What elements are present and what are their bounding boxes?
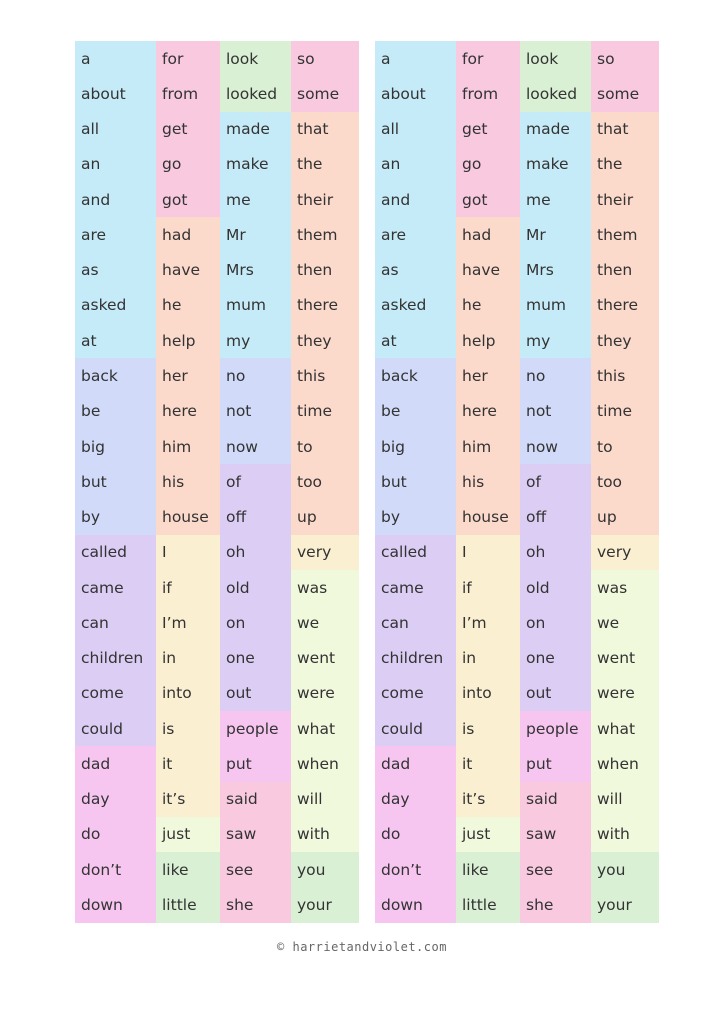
word-cell: went <box>291 641 359 676</box>
word-cell: down <box>75 887 156 922</box>
word-cell: from <box>156 76 220 111</box>
word-cell: oh <box>220 535 291 570</box>
word-cell: for <box>456 41 520 76</box>
word-column-4 <box>591 41 659 923</box>
word-cell: out <box>220 676 291 711</box>
word-cell: very <box>591 535 659 570</box>
word-cell: your <box>291 887 359 922</box>
word-cell: is <box>456 711 520 746</box>
word-cell: big <box>375 429 456 464</box>
word-cell: looked <box>220 76 291 111</box>
word-cell: have <box>456 253 520 288</box>
word-cell: dad <box>375 746 456 781</box>
word-cell: do <box>375 817 456 852</box>
word-cell: little <box>156 887 220 922</box>
word-cell: people <box>520 711 591 746</box>
word-cell: when <box>291 746 359 781</box>
word-cell: in <box>156 641 220 676</box>
word-cell: but <box>75 464 156 499</box>
word-cell: said <box>520 782 591 817</box>
word-cell: don’t <box>75 852 156 887</box>
word-column-1 <box>75 41 156 923</box>
word-cell: I <box>156 535 220 570</box>
word-cell: put <box>220 746 291 781</box>
word-cell: come <box>375 676 456 711</box>
word-cell: to <box>591 429 659 464</box>
word-cell: at <box>375 323 456 358</box>
word-cell: out <box>520 676 591 711</box>
word-cell: down <box>375 887 456 922</box>
word-cell: into <box>156 676 220 711</box>
word-cell: see <box>520 852 591 887</box>
word-cell: with <box>591 817 659 852</box>
word-cell: little <box>456 887 520 922</box>
word-cell: got <box>156 182 220 217</box>
word-cell: what <box>291 711 359 746</box>
word-cell: mum <box>220 288 291 323</box>
word-cell: to <box>291 429 359 464</box>
word-cell: off <box>220 499 291 534</box>
word-cell: back <box>75 358 156 393</box>
word-cell: your <box>591 887 659 922</box>
word-cell: of <box>520 464 591 499</box>
word-cell: the <box>591 147 659 182</box>
word-cell: of <box>220 464 291 499</box>
word-cell: his <box>156 464 220 499</box>
word-cell: I’m <box>156 605 220 640</box>
word-cell: put <box>520 746 591 781</box>
word-cell: like <box>156 852 220 887</box>
word-cell: had <box>456 217 520 252</box>
word-cell: him <box>456 429 520 464</box>
word-cell: no <box>220 358 291 393</box>
word-cell: they <box>591 323 659 358</box>
word-cell: he <box>456 288 520 323</box>
word-cell: children <box>75 641 156 676</box>
word-cell: in <box>456 641 520 676</box>
word-cell: by <box>375 499 456 534</box>
word-cell: my <box>520 323 591 358</box>
word-grid-right <box>375 41 659 923</box>
word-cell: him <box>156 429 220 464</box>
word-cell: Mr <box>520 217 591 252</box>
word-cell: could <box>75 711 156 746</box>
word-cell: their <box>591 182 659 217</box>
word-cell: go <box>156 147 220 182</box>
word-cell: he <box>156 288 220 323</box>
word-cell: then <box>291 253 359 288</box>
word-cell: were <box>291 676 359 711</box>
word-cell: if <box>156 570 220 605</box>
word-cell: get <box>156 112 220 147</box>
word-cell: a <box>375 41 456 76</box>
word-cell: saw <box>520 817 591 852</box>
word-cell: an <box>375 147 456 182</box>
word-grid-left <box>75 41 359 923</box>
word-cell: house <box>456 499 520 534</box>
word-cell: made <box>520 112 591 147</box>
word-cell: looked <box>520 76 591 111</box>
word-cell: be <box>75 394 156 429</box>
word-cell: so <box>591 41 659 76</box>
word-cell: now <box>520 429 591 464</box>
word-cell: you <box>591 852 659 887</box>
word-cell: do <box>75 817 156 852</box>
word-cell: are <box>75 217 156 252</box>
word-cell: them <box>291 217 359 252</box>
word-cell: had <box>156 217 220 252</box>
word-cell: now <box>220 429 291 464</box>
word-cell: look <box>220 41 291 76</box>
word-cell: we <box>291 605 359 640</box>
word-cell: can <box>75 605 156 640</box>
word-cell: made <box>220 112 291 147</box>
word-cell: it <box>456 746 520 781</box>
word-column-2 <box>156 41 220 923</box>
word-cell: look <box>520 41 591 76</box>
word-cell: help <box>156 323 220 358</box>
word-cell: called <box>75 535 156 570</box>
word-cell: time <box>291 394 359 429</box>
word-cell: by <box>75 499 156 534</box>
word-cell: you <box>291 852 359 887</box>
word-cell: here <box>156 394 220 429</box>
word-cell: Mrs <box>220 253 291 288</box>
word-cell: old <box>220 570 291 605</box>
word-cell: people <box>220 711 291 746</box>
word-cell: about <box>375 76 456 111</box>
word-cell: got <box>456 182 520 217</box>
word-cell: too <box>291 464 359 499</box>
word-cell: and <box>75 182 156 217</box>
word-cell: don’t <box>375 852 456 887</box>
word-cell: for <box>156 41 220 76</box>
word-cell: one <box>520 641 591 676</box>
word-cell: was <box>591 570 659 605</box>
word-cell: so <box>291 41 359 76</box>
word-cell: go <box>456 147 520 182</box>
word-cell: it’s <box>456 782 520 817</box>
word-cell: have <box>156 253 220 288</box>
word-cell: into <box>456 676 520 711</box>
word-cell: is <box>156 711 220 746</box>
word-cell: just <box>156 817 220 852</box>
word-cell: it’s <box>156 782 220 817</box>
word-cell: that <box>591 112 659 147</box>
word-cell: children <box>375 641 456 676</box>
word-cell: his <box>456 464 520 499</box>
word-cell: then <box>591 253 659 288</box>
word-cell: here <box>456 394 520 429</box>
word-cell: mum <box>520 288 591 323</box>
word-cell: all <box>375 112 456 147</box>
word-cell: house <box>156 499 220 534</box>
word-cell: one <box>220 641 291 676</box>
word-cell: and <box>375 182 456 217</box>
word-cell: help <box>456 323 520 358</box>
word-cell: this <box>291 358 359 393</box>
word-cell: that <box>291 112 359 147</box>
word-cell: her <box>156 358 220 393</box>
copyright-footer: © harrietandviolet.com <box>277 940 447 954</box>
word-cell: are <box>375 217 456 252</box>
word-cell: with <box>291 817 359 852</box>
word-column-4 <box>291 41 359 923</box>
word-cell: said <box>220 782 291 817</box>
word-cell: her <box>456 358 520 393</box>
word-cell: very <box>291 535 359 570</box>
word-cell: a <box>75 41 156 76</box>
word-cell: old <box>520 570 591 605</box>
word-cell: their <box>291 182 359 217</box>
word-cell: came <box>375 570 456 605</box>
word-column-3 <box>220 41 291 923</box>
word-cell: oh <box>520 535 591 570</box>
word-cell: Mr <box>220 217 291 252</box>
word-cell: we <box>591 605 659 640</box>
word-cell: too <box>591 464 659 499</box>
word-cell: I <box>456 535 520 570</box>
word-cell: be <box>375 394 456 429</box>
word-cell: an <box>75 147 156 182</box>
word-cell: as <box>375 253 456 288</box>
word-cell: if <box>456 570 520 605</box>
word-cell: went <box>591 641 659 676</box>
word-cell: make <box>220 147 291 182</box>
word-cell: this <box>591 358 659 393</box>
word-cell: when <box>591 746 659 781</box>
word-cell: can <box>375 605 456 640</box>
word-cell: will <box>591 782 659 817</box>
word-cell: make <box>520 147 591 182</box>
word-cell: asked <box>75 288 156 323</box>
word-cell: me <box>520 182 591 217</box>
word-cell: she <box>520 887 591 922</box>
word-cell: I’m <box>456 605 520 640</box>
word-cell: dad <box>75 746 156 781</box>
word-cell: my <box>220 323 291 358</box>
word-cell: there <box>591 288 659 323</box>
word-cell: at <box>75 323 156 358</box>
word-cell: about <box>75 76 156 111</box>
word-cell: not <box>220 394 291 429</box>
word-cell: from <box>456 76 520 111</box>
word-cell: day <box>75 782 156 817</box>
word-cell: big <box>75 429 156 464</box>
word-cell: were <box>591 676 659 711</box>
word-cell: off <box>520 499 591 534</box>
word-cell: but <box>375 464 456 499</box>
word-cell: asked <box>375 288 456 323</box>
word-cell: back <box>375 358 456 393</box>
word-cell: it <box>156 746 220 781</box>
word-cell: some <box>591 76 659 111</box>
word-column-1 <box>375 41 456 923</box>
word-cell: they <box>291 323 359 358</box>
word-cell: there <box>291 288 359 323</box>
word-cell: just <box>456 817 520 852</box>
word-cell: saw <box>220 817 291 852</box>
word-cell: was <box>291 570 359 605</box>
word-cell: as <box>75 253 156 288</box>
word-cell: up <box>591 499 659 534</box>
word-cell: Mrs <box>520 253 591 288</box>
word-cell: day <box>375 782 456 817</box>
word-column-3 <box>520 41 591 923</box>
word-cell: what <box>591 711 659 746</box>
word-cell: on <box>220 605 291 640</box>
word-column-2 <box>456 41 520 923</box>
word-cell: get <box>456 112 520 147</box>
word-cell: them <box>591 217 659 252</box>
word-cell: come <box>75 676 156 711</box>
word-cell: up <box>291 499 359 534</box>
word-cell: came <box>75 570 156 605</box>
word-cell: the <box>291 147 359 182</box>
word-cell: she <box>220 887 291 922</box>
word-cell: see <box>220 852 291 887</box>
word-cell: time <box>591 394 659 429</box>
word-cell: will <box>291 782 359 817</box>
word-cell: some <box>291 76 359 111</box>
word-cell: could <box>375 711 456 746</box>
word-cell: me <box>220 182 291 217</box>
word-cell: no <box>520 358 591 393</box>
word-cell: like <box>456 852 520 887</box>
word-cell: called <box>375 535 456 570</box>
word-cell: all <box>75 112 156 147</box>
word-cell: on <box>520 605 591 640</box>
word-cell: not <box>520 394 591 429</box>
